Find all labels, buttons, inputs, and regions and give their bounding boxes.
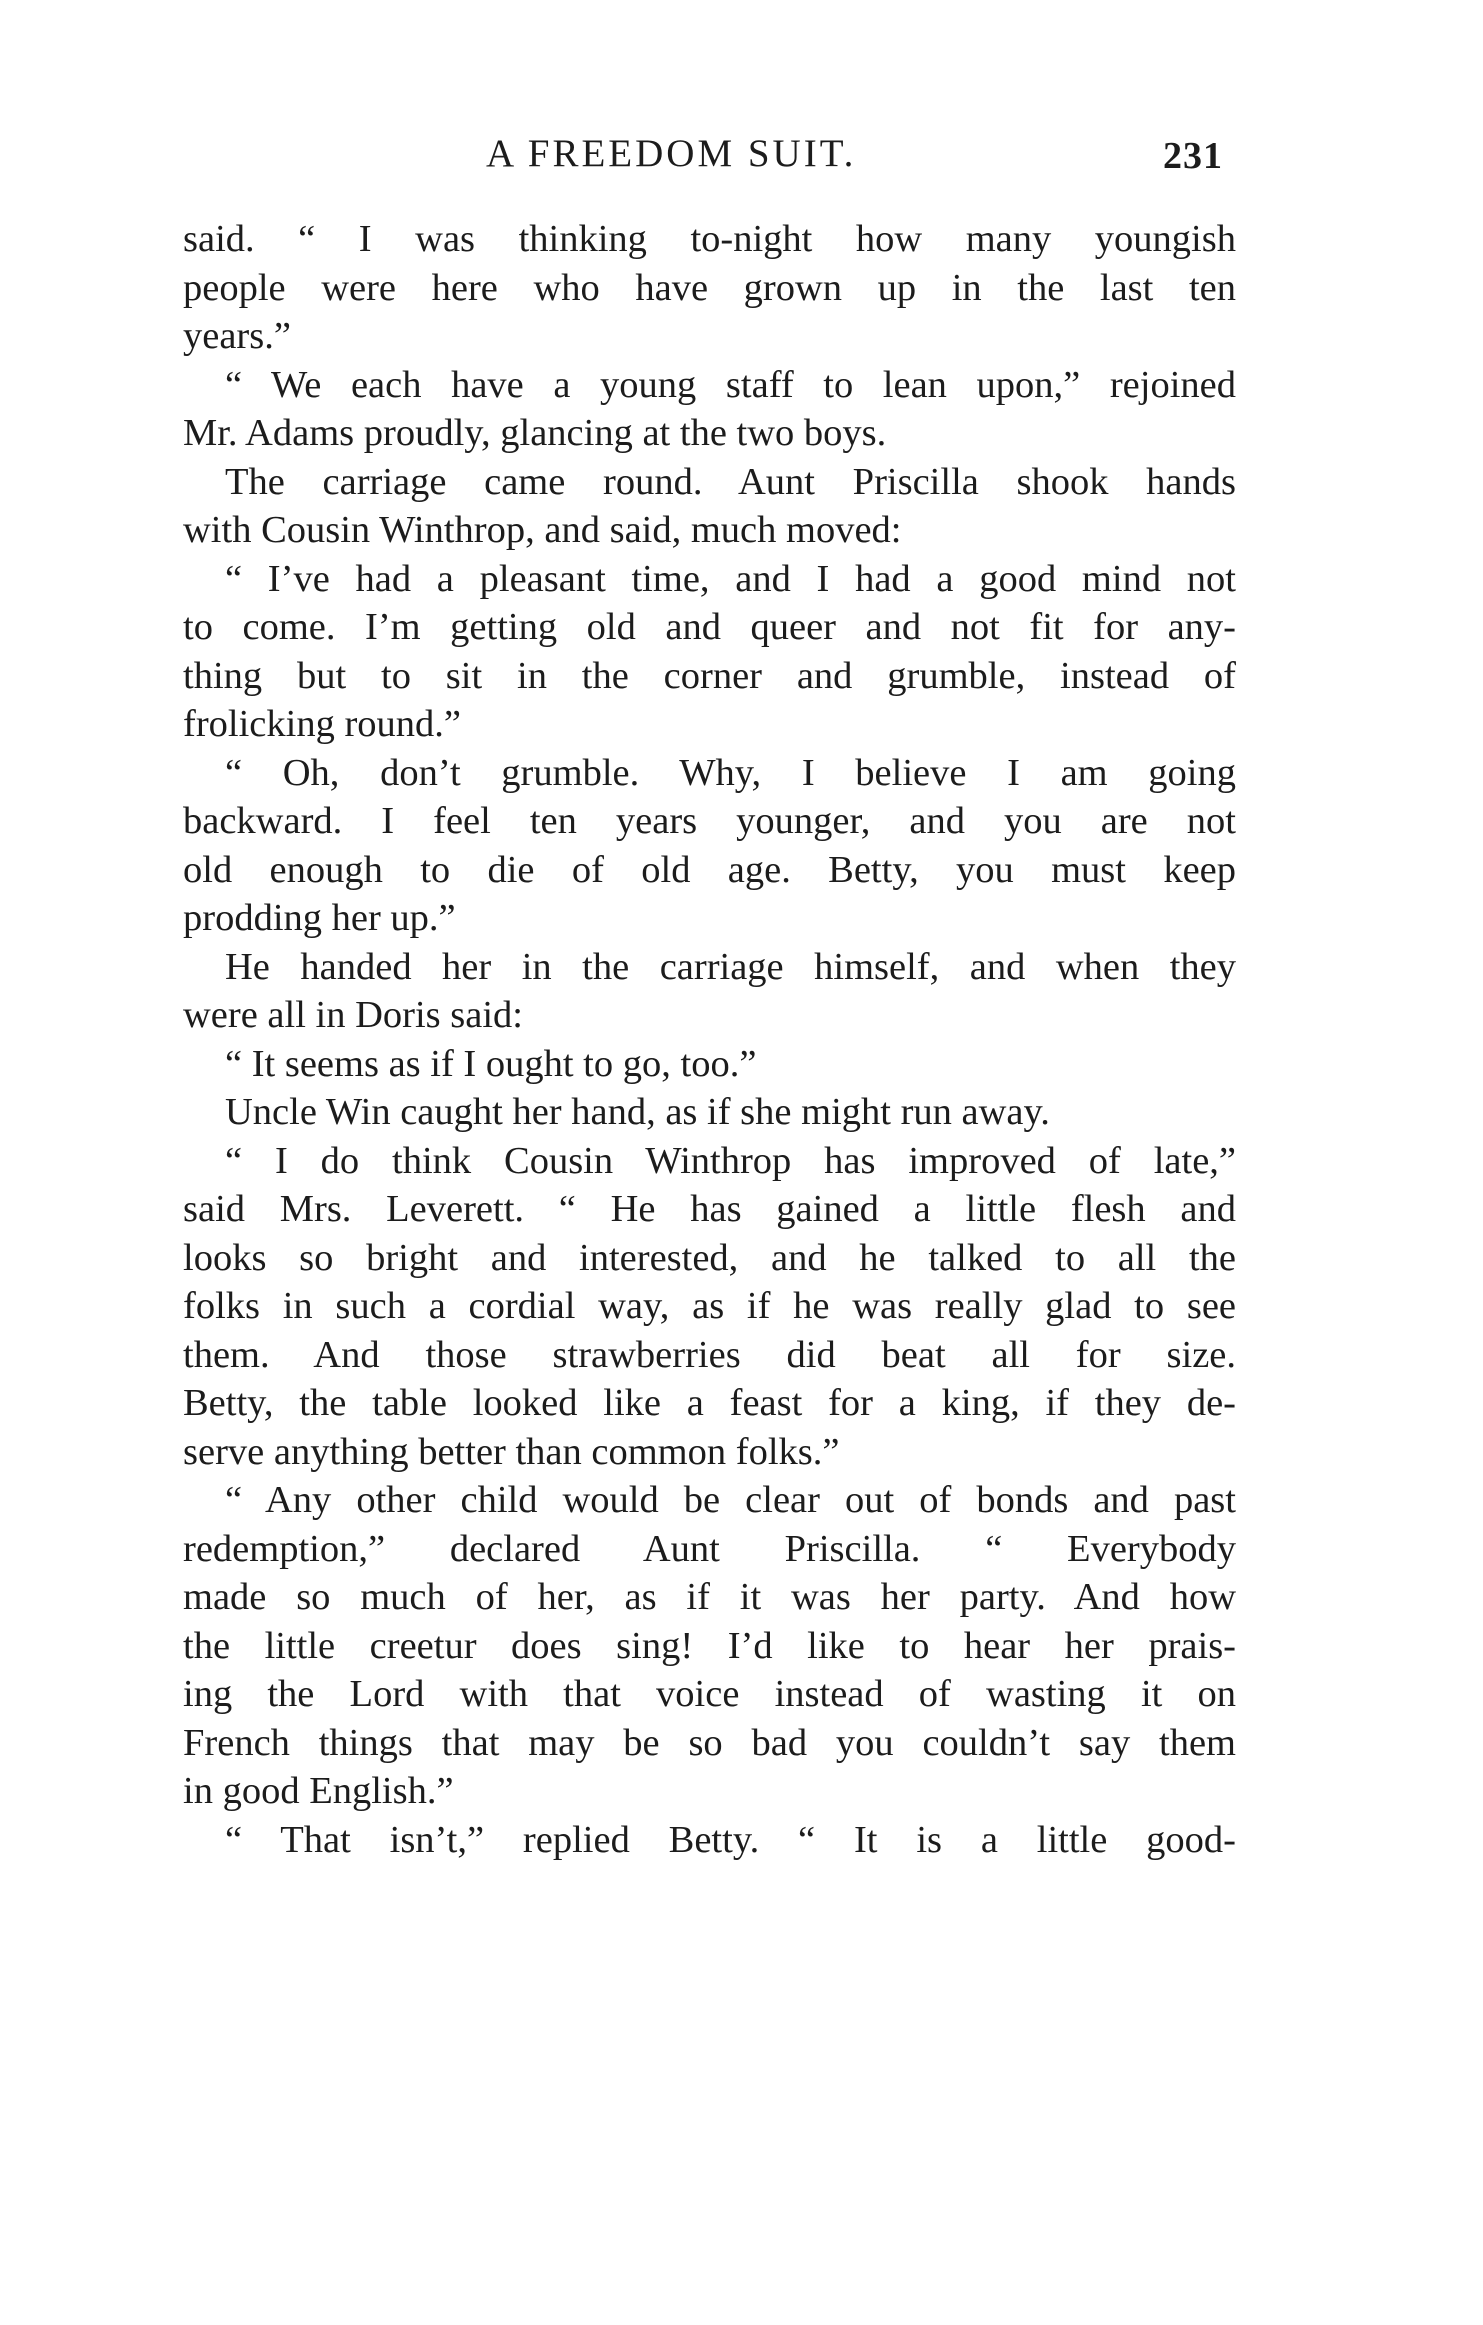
text-line: “ It seems as if I ought to go, too.” [225, 1042, 757, 1085]
text-line: French things that may be so bad you couldn’t say them [183, 1721, 1236, 1764]
text-line: Uncle Win caught her hand, as if she might run away. [225, 1091, 1050, 1133]
text-line: people were here who have grown up in the last ten [183, 266, 1236, 309]
text-line: serve anything better than common folks.” [183, 1430, 840, 1473]
text-line: made so much of her, as if it was her party. And how [183, 1576, 1236, 1618]
text-line: old enough to die of old age. Betty, you must keep [183, 848, 1236, 891]
text-line: “ That isn’t,” replied Betty. “ It is a little good- [225, 1818, 1236, 1861]
text-line: looks so bright and interested, and he talked to all the [183, 1236, 1236, 1279]
text-line: “ I’ve had a pleasant time, and I had a good mind not [225, 557, 1236, 600]
text-line: to come. I’m getting old and queer and not fit for any- [183, 606, 1236, 648]
text-line: Betty, the table looked like a feast for a king, if they de- [183, 1382, 1236, 1424]
text-line: ing the Lord with that voice instead of wasting it on [183, 1673, 1236, 1715]
text-line: thing but to sit in the corner and grumble, instead of [183, 654, 1236, 697]
text-line: were all in Doris said: [183, 994, 523, 1036]
text-line: said Mrs. Leverett. “ He has gained a little flesh and [183, 1188, 1236, 1230]
page-number: 231 [1163, 135, 1223, 177]
text-line: “ We each have a young staff to lean upon,” rejoined [225, 363, 1236, 406]
text-line: said. “ I was thinking to-night how many youngish [183, 218, 1236, 260]
text-line: the little creetur does sing! I’d like to hear her prais- [183, 1624, 1236, 1667]
text-line: He handed her in the carriage himself, and when they [225, 945, 1236, 988]
running-title: A FREEDOM SUIT. [486, 132, 857, 175]
text-line: The carriage came round. Aunt Priscilla shook hands [225, 460, 1236, 503]
text-line: them. And those strawberries did beat all for size. [183, 1333, 1236, 1376]
running-head [0, 124, 1483, 184]
text-line: “ I do think Cousin Winthrop has improved of late,” [225, 1139, 1236, 1182]
text-line: frolicking round.” [183, 703, 461, 745]
text-line: with Cousin Winthrop, and said, much moved: [183, 509, 902, 551]
text-line: Mr. Adams proudly, glancing at the two boys. [183, 412, 887, 454]
text-line: prodding her up.” [183, 897, 456, 939]
text-line: backward. I feel ten years younger, and you are not [183, 800, 1236, 842]
text-line: in good English.” [183, 1770, 454, 1812]
text-line: “ Oh, don’t grumble. Why, I believe I am going [225, 751, 1236, 794]
text-line: folks in such a cordial way, as if he was really glad to see [183, 1285, 1236, 1327]
text-line: “ Any other child would be clear out of bonds and past [225, 1479, 1236, 1521]
body-text [183, 215, 1236, 1864]
text-line: redemption,” declared Aunt Priscilla. “ Everybody [183, 1527, 1236, 1570]
text-line: years.” [183, 315, 291, 357]
